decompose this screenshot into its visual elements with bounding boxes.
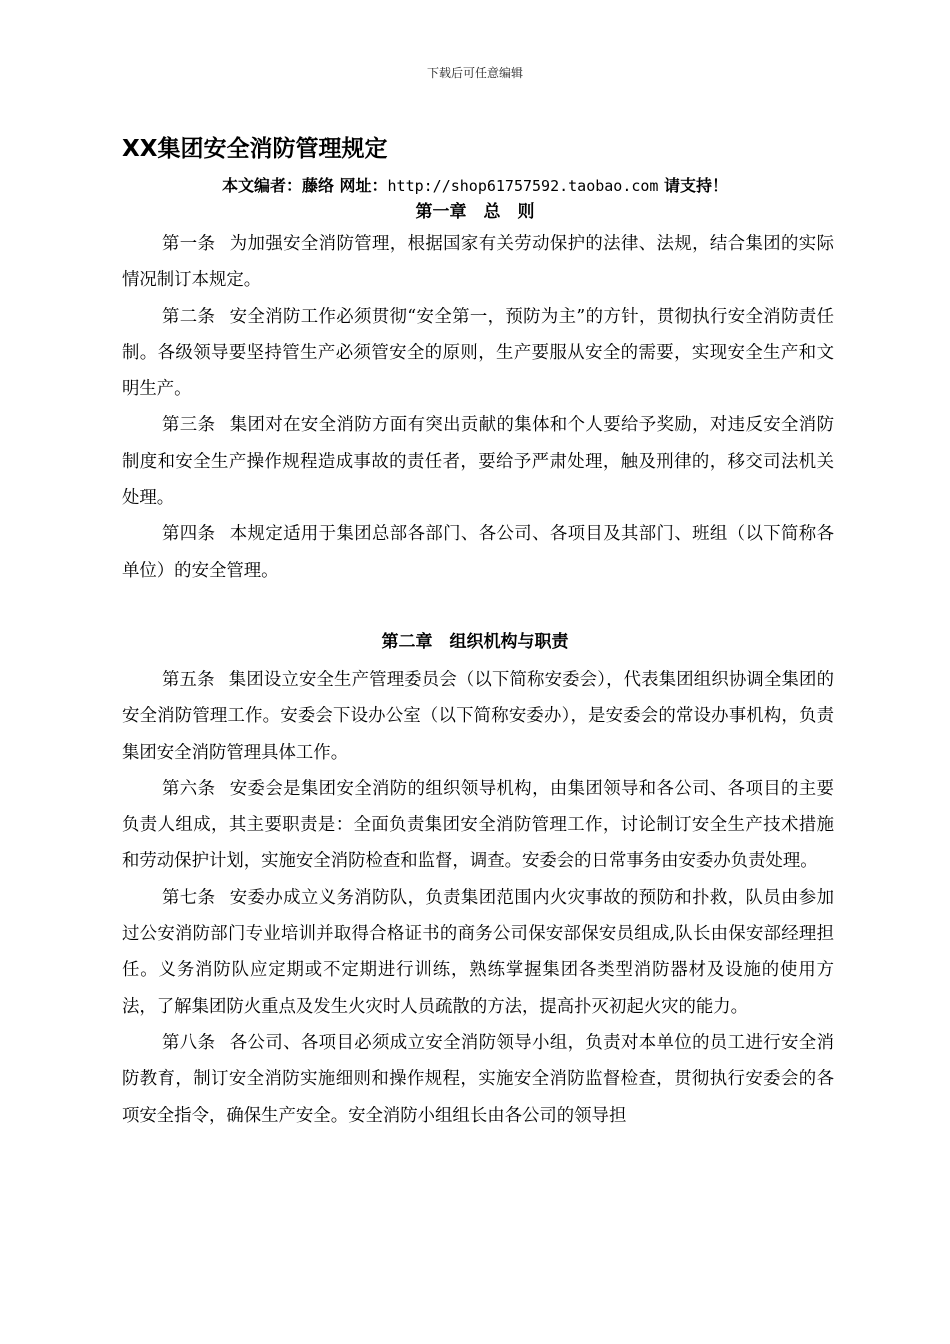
article-label: 第七条 — [162, 887, 216, 908]
article-3 — [122, 407, 834, 516]
credit-suffix: 请支持！ — [658, 176, 729, 195]
credit-url: http://shop61757592.taobao.com — [387, 177, 659, 195]
article-label: 第五条 — [162, 670, 215, 690]
article-8 — [122, 1025, 834, 1134]
article-text: 集团设立安全生产管理委员会（以下简称安委会），代表集团组织协调全集团的安全消防管理工作。安委会下设办公室（以下简称安委办），是安委会的常设办事机构，负责集团安全消防管理具体工作。 — [122, 670, 834, 763]
chapter-1-body — [122, 226, 834, 589]
article-text: 安全消防工作必须贯彻“安全第一，预防为主”的方针，贯彻执行安全消防责任制。各级领导要坚持管生产必须管安全的原则，生产要服从安全的需要，实现安全生产和文明生产。 — [122, 306, 834, 400]
article-text: 为加强安全消防管理，根据国家有关劳动保护的法律、法规，结合集团的实际情况制订本规定。 — [122, 234, 834, 291]
article-label: 第二条 — [162, 306, 216, 327]
article-6 — [122, 771, 834, 880]
author-credit — [0, 176, 950, 196]
chapter-heading-2: 第二章 组织机构与职责 — [381, 632, 569, 652]
article-label: 第四条 — [162, 524, 216, 545]
article-text: 集团对在安全消防方面有突出贡献的集体和个人要给予奖励，对违反安全消防制度和安全生产操作规程造成事故的责任者，要给予严肃处理，触及刑律的，移交司法机关处理。 — [122, 415, 834, 509]
article-text: 各公司、各项目必须成立安全消防领导小组，负责对本单位的员工进行安全消防教育，制订安全消防实施细则和操作规程，实施安全消防监督检查，贯彻执行安委会的各项安全指令，确保生产安全。安全消防小组组长由各公司的领导担 — [122, 1032, 834, 1126]
article-label: 第六条 — [162, 778, 216, 799]
article-text: 安委办成立义务消防队，负责集团范围内火灾事故的预防和扑救，队员由参加过公安消防部门专业培训并取得合格证书的商务公司保安部保安员组成,队长由保安部经理担任。义务消防队应定期或不定期进行训练，熟练掌握集团各类型消防器材及设施的使用方法，了解集团防火重点及发生火灾时人员疏散的方法，提高扑灭初起火灾的能力。 — [122, 887, 834, 1017]
document-title: XX集团安全消防管理规定 — [122, 136, 388, 162]
article-1 — [122, 226, 834, 299]
article-text: 安委会是集团安全消防的组织领导机构，由集团领导和各公司、各项目的主要负责人组成，其主要职责是：全面负责集团安全消防管理工作，讨论制订安全生产技术措施和劳动保护计划，实施安全消防检查和监督，调查。安委会的日常事务由安委办负责处理。 — [122, 778, 834, 872]
page-header-note: 下载后可任意编辑 — [426, 66, 523, 80]
article-label: 第八条 — [162, 1032, 216, 1053]
chapter-heading-1: 第一章 总 则 — [415, 202, 535, 222]
article-5 — [122, 662, 834, 771]
article-text: 本规定适用于集团总部各部门、各公司、各项目及其部门、班组（以下简称各单位）的安全管理。 — [122, 524, 834, 581]
article-7 — [122, 880, 834, 1025]
chapter-2-body — [122, 662, 834, 1134]
article-label: 第一条 — [162, 234, 216, 254]
article-2 — [122, 299, 834, 408]
article-label: 第三条 — [162, 415, 216, 436]
credit-prefix: 本文编者：藤络 网址： — [221, 176, 388, 195]
article-4 — [122, 516, 834, 589]
